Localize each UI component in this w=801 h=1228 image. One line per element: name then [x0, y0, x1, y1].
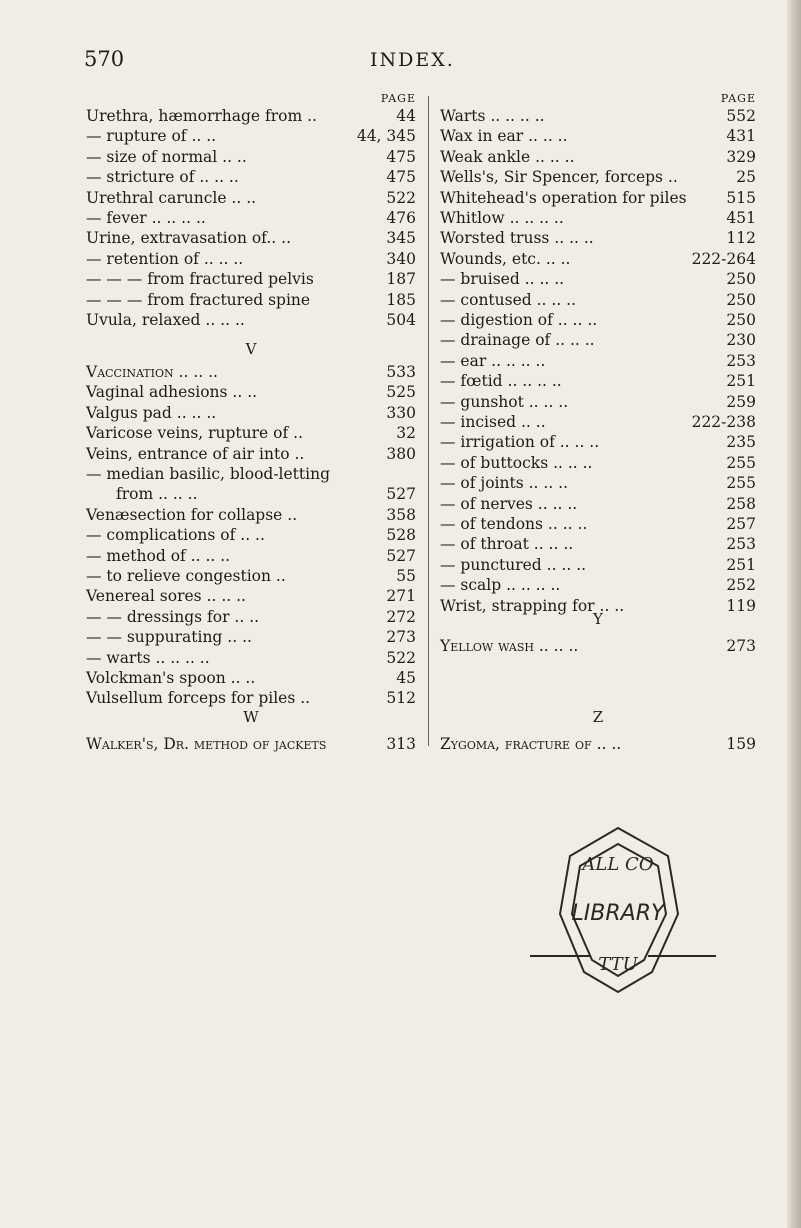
entry-text: Wells's, Sir Spencer, forceps ..: [440, 168, 678, 187]
page-number: 570: [84, 47, 125, 71]
entry-page: 340: [386, 249, 416, 268]
entry-page: 45: [396, 669, 416, 687]
index-entry: [86, 228, 416, 250]
entry-page: 259: [726, 392, 756, 411]
entry-text: — digestion of .. .. ..: [440, 311, 598, 329]
entry-text: Valgus pad .. .. ..: [86, 403, 217, 422]
entry-page: 253: [726, 535, 756, 554]
entry-text: Uvula, relaxed .. .. ..: [86, 311, 245, 329]
entry-page: 525: [386, 383, 416, 402]
entry-text: — ear .. .. .. ..: [440, 351, 546, 370]
entry-page: 230: [726, 331, 756, 350]
entry-page: 250: [726, 311, 756, 329]
index-entry: [86, 525, 416, 547]
index-entry: [440, 167, 756, 189]
index-entry: [86, 403, 416, 425]
entry-text: Whitlow .. .. .. ..: [440, 209, 564, 227]
index-entry: [86, 444, 416, 466]
entry-text: — — dressings for .. ..: [86, 607, 260, 626]
entry-page: 345: [386, 229, 416, 248]
entry-page: 235: [726, 433, 756, 452]
index-entry: [86, 484, 416, 506]
entry-page: 330: [386, 403, 416, 422]
entry-text: Veins, entrance of air into ..: [86, 444, 305, 463]
entry-page: 185: [386, 290, 416, 309]
entry-text: — of nerves .. .. ..: [440, 494, 578, 513]
entry-text: — rupture of .. ..: [86, 127, 217, 146]
column-divider: [428, 96, 429, 746]
entry-page: 329: [726, 147, 756, 166]
index-entry: [86, 546, 416, 568]
entry-page: 252: [726, 576, 756, 595]
entry-text: — of tendons .. .. ..: [440, 515, 588, 533]
entry-text: Volckman's spoon .. ..: [86, 669, 256, 687]
index-entry: [440, 269, 756, 291]
entry-page: 257: [726, 515, 756, 533]
entry-page: 119: [726, 596, 756, 615]
index-entry: [86, 208, 416, 230]
entry-page: 159: [726, 735, 756, 753]
entry-text: Vulsellum forceps for piles ..: [86, 689, 311, 708]
index-entry: [440, 249, 756, 271]
index-entry: [440, 126, 756, 148]
library-stamp: [520, 822, 726, 996]
index-entry: [440, 351, 756, 373]
entry-page: 527: [386, 485, 416, 504]
index-entry: [440, 106, 756, 128]
entry-text: — of joints .. .. ..: [440, 474, 569, 493]
entry-text: — median basilic, blood-letting: [86, 465, 331, 483]
entry-page: 475: [386, 147, 416, 166]
entry-text: — drainage of .. .. ..: [440, 331, 595, 350]
section-letter-z: Z: [592, 708, 604, 726]
entry-text: — contused .. .. ..: [440, 290, 577, 309]
entry-text: — scalp .. .. .. ..: [440, 576, 561, 595]
index-entry: [86, 586, 416, 608]
entry-text: Urethra, hæmorrhage from ..: [86, 107, 317, 125]
entry-text: Zygoma, fracture of .. ..: [440, 735, 622, 753]
entry-text: Urine, extravasation of.. ..: [86, 229, 292, 248]
index-entry: [86, 382, 416, 404]
index-entry: [86, 464, 416, 486]
index-entry: [440, 636, 756, 658]
entry-text: Urethral caruncle .. ..: [86, 188, 257, 207]
index-entry: [440, 147, 756, 169]
entry-text: Warts .. .. .. ..: [440, 107, 545, 125]
index-entry: [86, 566, 416, 588]
index-entry: [86, 310, 416, 332]
index-entry: [440, 575, 756, 597]
entry-page: 431: [726, 127, 756, 146]
entry-text: — — suppurating .. ..: [86, 628, 252, 647]
entry-text: — method of .. .. ..: [86, 546, 231, 565]
entry-text: — size of normal .. ..: [86, 147, 247, 166]
entry-text: Venereal sores .. .. ..: [86, 587, 246, 606]
index-entry: [86, 423, 416, 445]
entry-text: — — — from fractured spine: [86, 290, 311, 309]
entry-page: 552: [726, 107, 756, 125]
entry-text: — complications of .. ..: [86, 526, 265, 545]
entry-text: Yellow wash .. .. ..: [440, 637, 579, 655]
entry-page: 255: [726, 453, 756, 472]
index-entry: [440, 494, 756, 516]
entry-text: Weak ankle .. .. ..: [440, 147, 575, 166]
entry-text: — stricture of .. .. ..: [86, 168, 239, 187]
index-entry: [86, 627, 416, 649]
index-entry: [440, 310, 756, 332]
stamp-center-text: LIBRARY: [571, 901, 665, 926]
entry-text: — bruised .. .. ..: [440, 270, 565, 289]
index-entry: [440, 371, 756, 393]
index-entry: [440, 514, 756, 536]
entry-page: 380: [386, 444, 416, 463]
entry-text: — irrigation of .. .. ..: [440, 433, 600, 452]
entry-page: 32: [396, 424, 416, 443]
index-entry: [86, 362, 416, 384]
entry-page: 251: [726, 372, 756, 391]
entry-page: 313: [386, 735, 416, 753]
section-letter-w: W: [243, 708, 259, 726]
index-entry: [440, 208, 756, 230]
section-letter-v: V: [245, 340, 257, 358]
entry-text: — incised .. ..: [440, 413, 546, 431]
entry-page: 533: [386, 363, 416, 381]
entry-page: 250: [726, 290, 756, 309]
entry-page: 476: [386, 209, 416, 227]
index-entry: [86, 106, 416, 128]
page-column-label: PAGE: [380, 92, 416, 105]
entry-text: — to relieve congestion ..: [86, 567, 286, 585]
entry-text: — — — from fractured pelvis: [86, 270, 314, 289]
entry-page: 358: [386, 505, 416, 524]
entry-page: 451: [726, 209, 756, 227]
entry-text: Wrist, strapping for .. ..: [440, 596, 625, 615]
entry-page: 273: [386, 628, 416, 647]
entry-page: 255: [726, 474, 756, 493]
running-head: INDEX.: [370, 49, 455, 71]
index-entry: [86, 734, 416, 756]
index-entry: [440, 188, 756, 210]
entry-page: 272: [386, 607, 416, 626]
entry-page: 527: [386, 546, 416, 565]
entry-page: 512: [386, 689, 416, 708]
entry-text: — retention of .. .. ..: [86, 249, 244, 268]
entry-page: 44, 345: [356, 127, 416, 146]
index-entry: [440, 473, 756, 495]
index-entry: [86, 607, 416, 629]
entry-text: — fœtid .. .. .. ..: [440, 372, 562, 391]
entry-page: 25: [736, 168, 756, 187]
entry-text: — of throat .. .. ..: [440, 535, 574, 554]
page-column-label: PAGE: [720, 92, 756, 105]
entry-page: 522: [386, 648, 416, 667]
index-entry: [440, 392, 756, 414]
entry-text: Vaginal adhesions .. ..: [86, 383, 258, 402]
entry-page: 515: [726, 188, 756, 207]
entry-text: Venæsection for collapse ..: [86, 505, 298, 524]
entry-page: 222-238: [691, 413, 756, 431]
entry-page: 475: [386, 168, 416, 187]
entry-page: 250: [726, 270, 756, 289]
index-entry: [440, 330, 756, 352]
entry-page: 222-264: [691, 249, 756, 268]
entry-text: Worsted truss .. .. ..: [440, 229, 594, 248]
index-entry: [86, 167, 416, 189]
entry-text: Varicose veins, rupture of ..: [86, 424, 304, 443]
index-entry: [440, 734, 756, 756]
entry-text: — gunshot .. .. ..: [440, 392, 569, 411]
index-entry: [86, 249, 416, 271]
entry-page: 44: [396, 107, 416, 125]
index-entry: [440, 228, 756, 250]
entry-text: Whitehead's operation for piles: [440, 188, 687, 207]
entry-page: 273: [726, 637, 756, 655]
index-entry: [440, 290, 756, 312]
index-entry: [86, 505, 416, 527]
index-entry: [440, 432, 756, 454]
index-entry: [86, 126, 416, 148]
index-entry: [86, 269, 416, 291]
entry-page: 251: [726, 555, 756, 574]
index-entry: [86, 648, 416, 670]
stamp-bottom-text: TTU: [598, 954, 638, 975]
entry-text: Vaccination .. .. ..: [86, 363, 218, 381]
entry-page: 55: [396, 567, 416, 585]
entry-page: 504: [386, 311, 416, 329]
entry-page: 187: [386, 270, 416, 289]
entry-page: 528: [386, 526, 416, 545]
entry-page: 253: [726, 351, 756, 370]
page-edge-shadow: [787, 0, 801, 1228]
entry-text: — punctured .. .. ..: [440, 555, 587, 574]
index-entry: [440, 534, 756, 556]
stamp-top-text: ALL CO: [582, 854, 654, 875]
index-entry: [86, 188, 416, 210]
entry-text: — fever .. .. .. ..: [86, 209, 206, 227]
index-entry: [86, 668, 416, 690]
entry-text: — warts .. .. .. ..: [86, 648, 210, 667]
entry-text: — of buttocks .. .. ..: [440, 453, 593, 472]
entry-page: 112: [726, 229, 756, 248]
entry-page: 258: [726, 494, 756, 513]
index-entry: [86, 147, 416, 169]
entry-text: Wax in ear .. .. ..: [440, 127, 568, 146]
entry-text: Walker's, Dr. method of jackets: [86, 735, 327, 753]
entry-text: from .. .. ..: [116, 485, 198, 504]
index-entry: [440, 555, 756, 577]
index-entry: [440, 412, 756, 434]
entry-page: 271: [386, 587, 416, 606]
index-entry: [440, 453, 756, 475]
entry-text: Wounds, etc. .. ..: [440, 249, 571, 268]
entry-page: 522: [386, 188, 416, 207]
section-letter-y: Y: [593, 610, 603, 628]
index-entry: [86, 290, 416, 312]
